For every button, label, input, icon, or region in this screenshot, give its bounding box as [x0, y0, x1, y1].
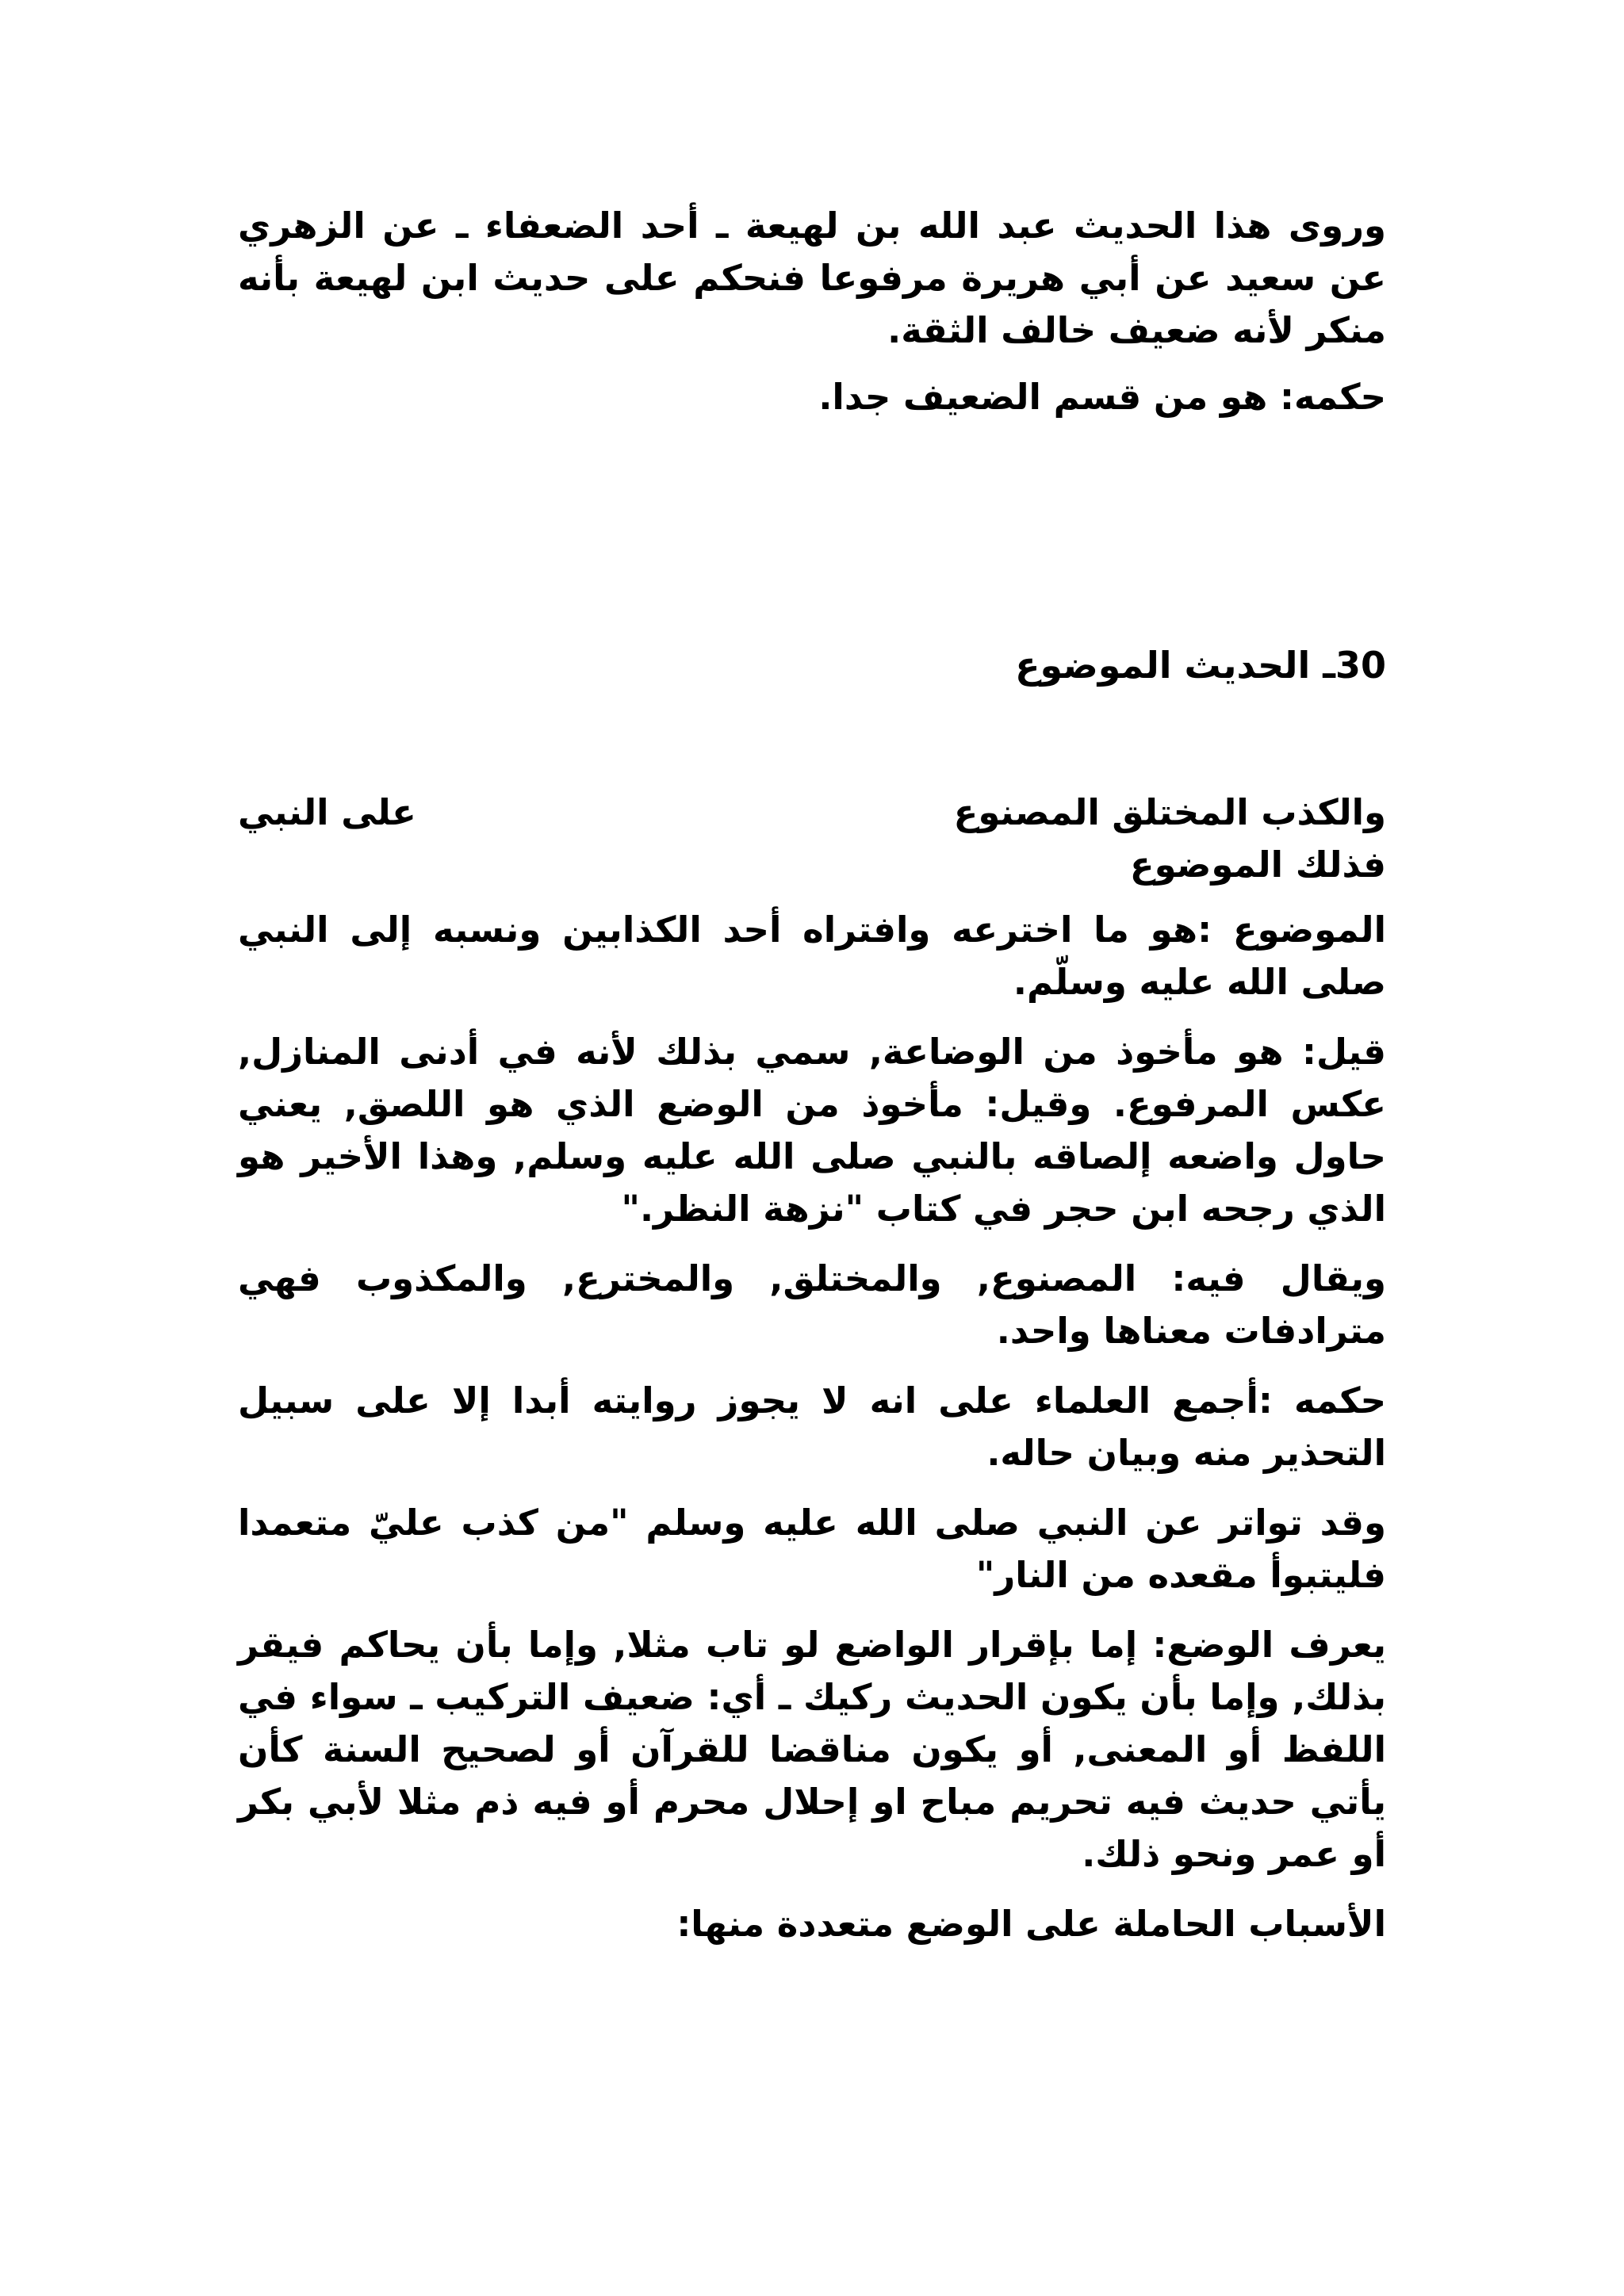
paragraph-identification: يعرف الوضع: إما بإقرار الواضع لو تاب مثلا, وإما بأن يحاكم فيقر بذلك, وإما بأن يكون الحديث ركيك ـ أي: ضعيف التركيب ـ سواء في اللفظ أو المعنى, أو يكون مناقضا للقرآن أو لصحيح السنة كأن يأتي حديث فيه تحريم مباح او إحلال محرم أو فيه ذم مثلا لأبي بكر أو عمر ونحو ذلك.: [238, 1624, 1386, 1875]
section-heading: 30ـ الحديث الموضوع: [1015, 644, 1386, 687]
document-page: [238, 200, 1386, 1968]
poem-line-1: [238, 786, 1386, 839]
poem-line-2: فذلك الموضوع: [1129, 844, 1386, 886]
paragraph-ibn-lahia: وروى هذا الحديث عبد الله بن لهيعة ـ أحد الضعفاء ـ عن الزهري عن سعيد عن أبي هريرة مرفوعا فنحكم على حديث ابن لهيعة بأنه منكر لأنه ضعيف خالف الثقة.: [238, 205, 1386, 351]
poem-hemistich-left: على النبي: [238, 791, 416, 833]
paragraph-ruling-very-weak: حكمه: هو من قسم الضعيف جدا.: [818, 376, 1386, 418]
paragraph-etymology: قيل: هو مأخوذ من الوضاعة, سمي بذلك لأنه في أدنى المنازل, عكس المرفوع. وقيل: مأخوذ من الوضع الذي هو اللصق, يعني حاول واضعه إلصاقه بالنبي صلى الله عليه وسلم, وهذا الأخير هو الذي رجحه ابن حجر في كتاب "نزهة النظر.": [238, 1031, 1386, 1230]
paragraph-definition: الموضوع :هو ما اخترعه وافتراه أحد الكذابين ونسبه إلى النبي صلى الله عليه وسلّم.: [238, 909, 1386, 1003]
paragraph-synonyms: ويقال فيه: المصنوع, والمختلق, والمخترع, والمكذوب فهي مترادفات معناها واحد.: [238, 1257, 1386, 1352]
paragraph-ruling: حكمه :أجمع العلماء على انه لا يجوز روايته أبدا إلا على سبيل التحذير منه وبيان حاله.: [238, 1380, 1386, 1474]
paragraph-tawatur-hadith: وقد تواتر عن النبي صلى الله عليه وسلم "من كذب عليّ متعمدا فليتبوأ مقعده من النار": [238, 1502, 1386, 1596]
poem-verse: [238, 786, 1386, 891]
paragraph-causes-lead: الأسباب الحاملة على الوضع متعددة منها:: [676, 1903, 1386, 1945]
poem-hemistich-right: والكذب المختلق المصنوع: [953, 791, 1386, 833]
